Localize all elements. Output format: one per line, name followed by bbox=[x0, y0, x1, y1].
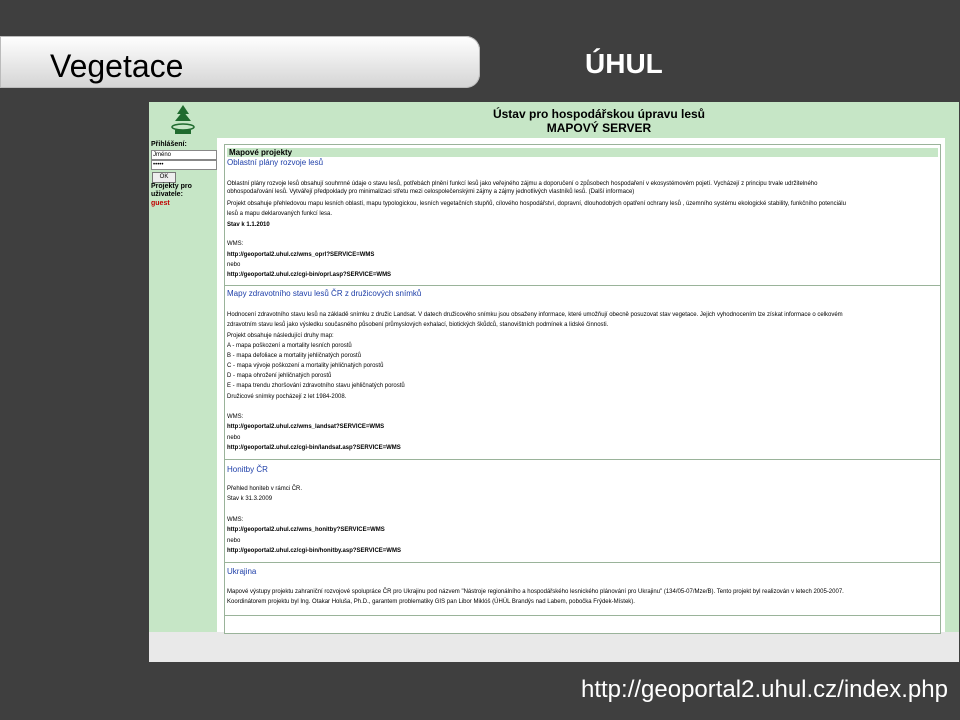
site-subtitle: MAPOVÝ SERVER bbox=[546, 121, 652, 135]
project-link-ukrajina[interactable]: Ukrajina bbox=[227, 567, 257, 576]
project-status: Stav k 1.1.2010 bbox=[227, 222, 270, 228]
project-description: Přehled honiteb v rámci ČR. bbox=[227, 486, 303, 492]
map-type-item: E - mapa trendu zhoršování zdravotního stavu jehličnatých porostů bbox=[227, 383, 405, 389]
project-divider bbox=[225, 562, 940, 563]
wms-label: WMS: bbox=[227, 517, 244, 523]
project-description: Oblastní plány rozvoje lesů obsahují souhrnné údaje o stavu lesů, potřebách plnění funkcí lesů jako veřejného zájmu a doporučení o způsobech hospodaření v ekosystémovém pojetí. Vycházejí z principu trvale udržitelného bbox=[227, 181, 818, 187]
project-description: Mapové výstupy projektu zahraniční rozvojové spolupráce ČR pro Ukrajinu pod názvem "Nástroje regionálního a hospodářského lesnického plánování pro Ukrajinu" (134/05-07/Mze/B). Tento projekt byl realizován v letech 2005-2007. bbox=[227, 589, 844, 595]
login-label: Přihlášení: bbox=[151, 141, 187, 148]
wms-label: WMS: bbox=[227, 414, 244, 420]
password-field[interactable]: ••••• bbox=[151, 160, 217, 170]
wms-url[interactable]: http://geoportal2.uhul.cz/cgi-bin/landsat.asp?SERVICE=WMS bbox=[227, 445, 401, 451]
bottom-footer-strip bbox=[149, 632, 959, 662]
project-divider bbox=[225, 459, 940, 460]
site-title: Ústav pro hospodářskou úpravu lesů bbox=[492, 107, 706, 121]
wms-url[interactable]: http://geoportal2.uhul.cz/cgi-bin/oprl.asp?SERVICE=WMS bbox=[227, 272, 392, 278]
geoportal-screenshot bbox=[149, 102, 959, 662]
project-description: lesů a mapu deklarovaných funkcí lesa. bbox=[227, 211, 333, 217]
map-type-item: C - mapa vývoje poškození a mortality jehličnatých porostů bbox=[227, 363, 384, 369]
project-divider bbox=[225, 285, 940, 286]
project-divider bbox=[225, 615, 940, 616]
project-link-oprl[interactable]: Oblastní plány rozvoje lesů bbox=[227, 158, 324, 167]
project-description: Hodnocení zdravotního stavu lesů na základě snímku z družic Landsat. V datech družicového snímku jsou obsaženy informace, které umožňují obecně posuzovat stav vegetace. Jejich vyhodnocením lze získat informace o celkovém bbox=[227, 312, 843, 318]
wms-url[interactable]: http://geoportal2.uhul.cz/wms_landsat?SERVICE=WMS bbox=[227, 424, 385, 430]
map-type-item: B - mapa defoliace a mortality jehličnatých porostů bbox=[227, 353, 362, 359]
project-description: Koordinátorem projektu byl Ing. Otakar Holuša, Ph.D., garantem problematiky GIS pan Libor Miklóš (ÚHÚL Brandýs nad Labem, pobočka Frýdek-Místek). bbox=[227, 599, 635, 605]
wms-url[interactable]: http://geoportal2.uhul.cz/wms_oprl?SERVICE=WMS bbox=[227, 252, 375, 258]
right-margin-strip bbox=[945, 138, 959, 632]
project-status: Stav k 31.3.2009 bbox=[227, 496, 273, 502]
wms-label: WMS: bbox=[227, 241, 244, 247]
username-field[interactable]: Jméno bbox=[151, 150, 217, 160]
or-label: nebo bbox=[227, 435, 241, 441]
projects-panel bbox=[224, 144, 941, 634]
user-projects-label: Projekty pro bbox=[151, 183, 192, 190]
map-type-item: D - mapa ohrožení jehličnatých porostů bbox=[227, 373, 332, 379]
map-type-item: A - mapa poškození a mortality lesních porostů bbox=[227, 343, 352, 349]
ok-button[interactable]: OK bbox=[152, 172, 176, 183]
user-projects-label-2: uživatele: bbox=[151, 191, 183, 198]
project-description: Družicové snímky pocházejí z let 1984-2008. bbox=[227, 394, 347, 400]
login-sidebar bbox=[149, 138, 217, 632]
project-link-landsat[interactable]: Mapy zdravotního stavu lesů ČR z družicových snímků bbox=[227, 289, 422, 298]
organization-title: ÚHUL bbox=[585, 48, 663, 79]
project-description: zdravotním stavu lesů jako výsledku současného působení průmyslových exhalací, biotických škůdců, stanovištních podmínek a lidské činnosti. bbox=[227, 322, 609, 328]
wms-url[interactable]: http://geoportal2.uhul.cz/cgi-bin/honitby.asp?SERVICE=WMS bbox=[227, 548, 401, 554]
guest-user-link[interactable]: guest bbox=[151, 200, 170, 207]
uhul-logo-icon bbox=[171, 105, 195, 135]
project-description: Projekt obsahuje přehledovou mapu lesních oblastí, mapu typologickou, lesních vegetačních stupňů, cílového hospodářství, dopravní, dlouhodobých opatření ochrany lesů , územního systému ekologické stability, funkčního potenciálu bbox=[227, 201, 846, 207]
or-label: nebo bbox=[227, 262, 241, 268]
project-link-honitby[interactable]: Honitby ČR bbox=[227, 465, 268, 474]
site-banner bbox=[149, 102, 959, 138]
project-description: Projekt obsahuje následující druhy map: bbox=[227, 333, 334, 339]
or-label: nebo bbox=[227, 538, 241, 544]
projects-header: Mapové projekty bbox=[227, 148, 938, 157]
source-url: http://geoportal2.uhul.cz/index.php bbox=[581, 676, 948, 703]
slide-title: Vegetace bbox=[50, 48, 184, 84]
wms-url[interactable]: http://geoportal2.uhul.cz/wms_honitby?SERVICE=WMS bbox=[227, 527, 385, 533]
project-description: obhospodařování lesů. Vytvářejí předpoklady pro minimalizaci střetu mezi celospolečenskými zájmy a zájmy jednotlivých vlastníků lesů. (Další informace) bbox=[227, 189, 635, 195]
